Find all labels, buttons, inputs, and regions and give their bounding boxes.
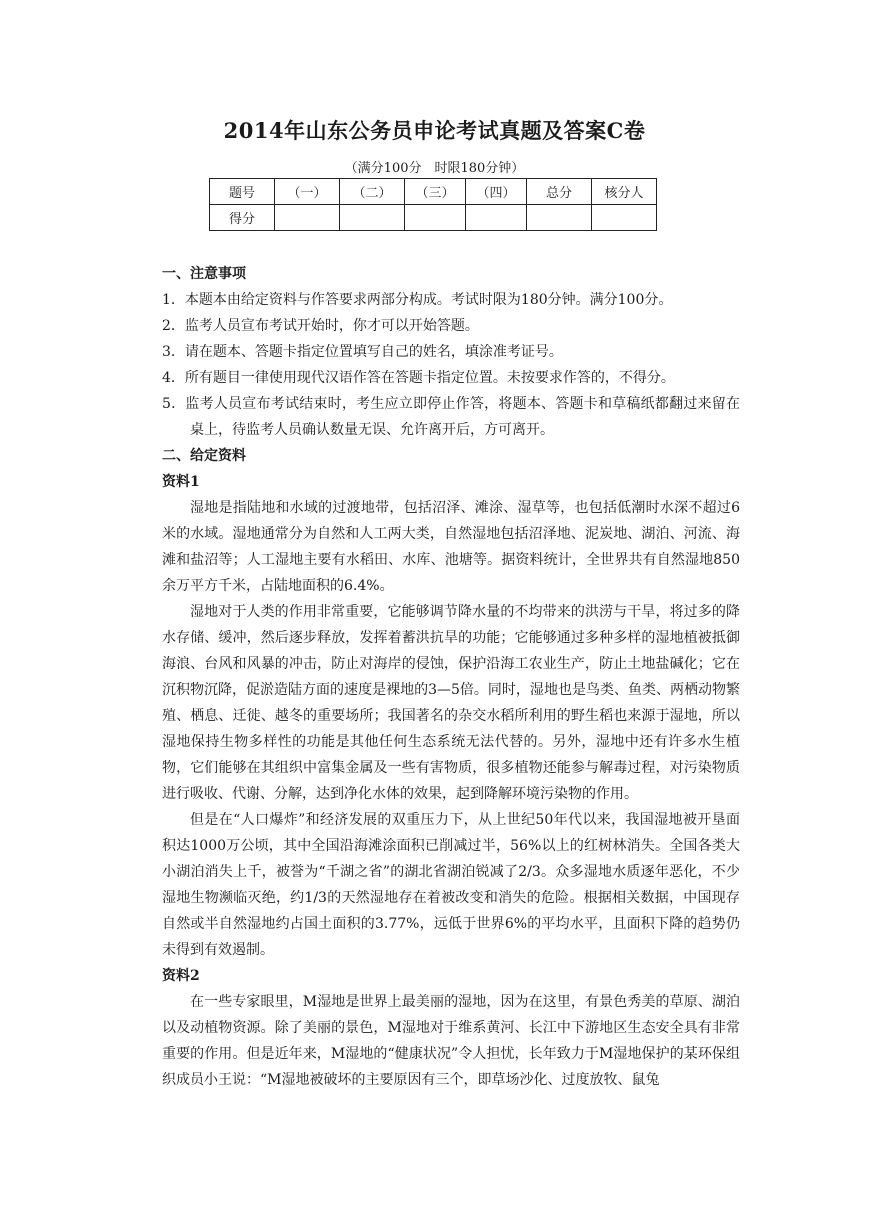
note-item: 5．监考人员宣布考试结束时，考生应立即停止作答，将题本、答题卡和草稿纸都翻过来留在桌上，待监考人员确认数量无误、允许离开后，方可离开。 (162, 396, 740, 438)
section-heading-materials: 二、给定资料 (162, 448, 246, 464)
material-label: 资料2 (162, 968, 200, 984)
note-item: 3．请在题本、答题卡指定位置填写自己的姓名，填涂准考证号。 (162, 344, 563, 360)
score-input-q4 (466, 205, 527, 231)
score-cell-total: 总分 (527, 179, 592, 205)
score-cell-q1: （一） (275, 179, 340, 205)
material-paragraph: 湿地是指陆地和水域的过渡地带，包括沼泽、滩涂、湿草等，也包括低潮时水深不超过6米的水域。湿地通常分为自然和人工两大类，自然湿地包括沼泽地、泥炭地、湖泊、河流、海滩和盐沼等；人工湿地主要有水稻田、水库、池塘等。据资料统计，全世界共有自然湿地850余万平方千米，占陆地面积的6.4%。 (162, 500, 740, 594)
material-paragraph: 湿地对于人类的作用非常重要，它能够调节降水量的不均带来的洪涝与干旱，将过多的降水存储、缓冲，然后逐步释放，发挥着蓄洪抗旱的功能；它能够通过多种多样的湿地植被抵御海浪、台风和风暴的冲击，防止对海岸的侵蚀，保护沿海工农业生产，防止土地盐碱化；它在沉积物沉降，促淤造陆方面的速度是裸地的3—5倍。同时，湿地也是鸟类、鱼类、两栖动物繁殖、栖息、迁徙、越冬的重要场所；我国著名的杂交水稻所利用的野生稻也来源于湿地，所以湿地保持生物多样性的功能是其他任何生态系统无法代替的。另外，湿地中还有许多水生植物，它们能够在其组织中富集金属及一些有害物质，很多植物还能参与解毒过程，对污染物质进行吸收、代谢、分解，达到净化水体的效果，起到降解环境污染物的作用。 (162, 604, 740, 802)
score-row-label: 得分 (210, 205, 275, 231)
score-input-q2 (340, 205, 405, 231)
note-item: 1．本题本由给定资料与作答要求两部分构成。考试时限为180分钟。满分100分。 (162, 292, 673, 308)
material-paragraph: 但是在“人口爆炸”和经济发展的双重压力下，从上世纪50年代以来，我国湿地被开垦面积达1000万公顷，其中全国沿海滩涂面积已削减过半，56%以上的红树林消失。全国各类大小湖泊消失上千，被誉为“千湖之省”的湖北省湖泊锐减了2/3。众多湿地水质逐年恶化，不少湿地生物濒临灭绝，约1/3的天然湿地存在着被改变和消失的危险。根据相关数据，中国现存自然或半自然湿地约占国土面积的3.77%，远低于世界6%的平均水平，且面积下降的趋势仍未得到有效遏制。 (162, 812, 740, 958)
score-input-total (527, 205, 592, 231)
score-cell-q3: （三） (405, 179, 466, 205)
score-cell-checker: 核分人 (592, 179, 657, 205)
document-subtitle: （满分100分 时限180分钟） (344, 161, 525, 176)
section-heading-notes: 一、注意事项 (162, 266, 246, 282)
score-table-header-row (210, 179, 657, 205)
note-item: 2．监考人员宣布考试开始时，你才可以开始答题。 (162, 318, 479, 334)
score-input-q1 (275, 205, 340, 231)
material-label: 资料1 (162, 474, 200, 490)
score-input-q3 (405, 205, 466, 231)
score-table-score-row (210, 205, 657, 231)
material-paragraph: 在一些专家眼里，M湿地是世界上最美丽的湿地，因为在这里，有景色秀美的草原、湖泊以及动植物资源。除了美丽的景色，M湿地对于维系黄河、长江中下游地区生态安全具有非常重要的作用。但是近年来，M湿地的“健康状况”令人担忧，长年致力于M湿地保护的某环保组织成员小王说：“M湿地被破坏的主要原因有三个，即草场沙化、过度放牧、鼠兔 (162, 994, 740, 1088)
score-cell-label: 题号 (210, 179, 275, 205)
document-body (162, 261, 740, 1093)
document-title: 2014年山东公务员申论考试真题及答案C卷 (223, 118, 646, 143)
note-item: 4．所有题目一律使用现代汉语作答在答题卡指定位置。未按要求作答的，不得分。 (162, 370, 675, 386)
score-input-checker (592, 205, 657, 231)
score-cell-q2: （二） (340, 179, 405, 205)
score-table (209, 178, 657, 231)
score-cell-q4: （四） (466, 179, 527, 205)
